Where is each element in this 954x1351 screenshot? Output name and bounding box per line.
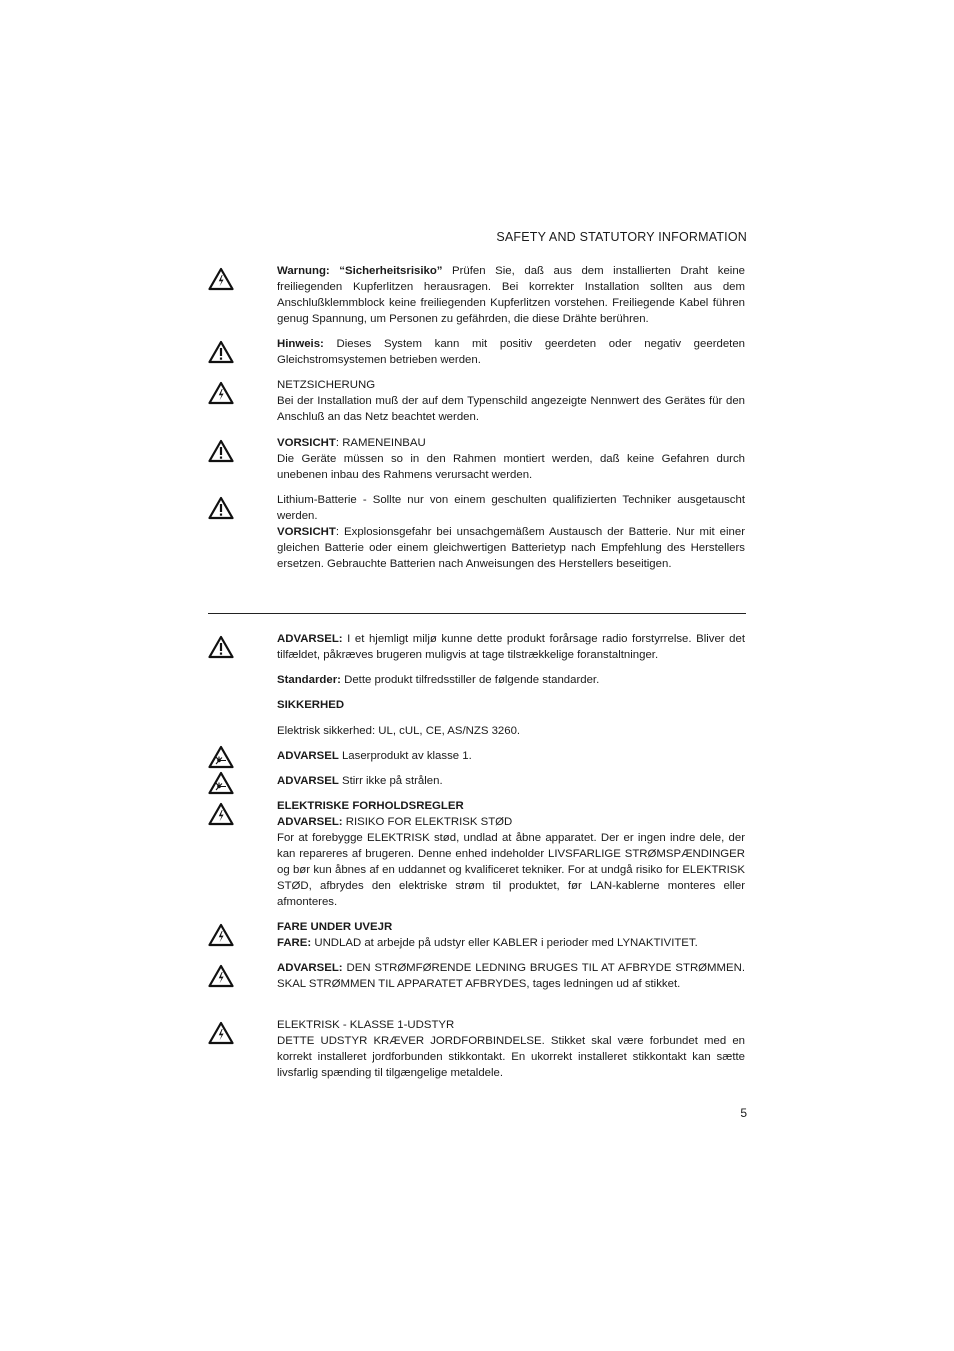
electric-shock-warning-icon	[208, 267, 234, 291]
caution-exclamation-icon	[208, 635, 234, 659]
electrical-safety-line: Elektrisk sikkerhed: UL, cUL, CE, AS/NZS 3260.	[277, 725, 521, 737]
electric-shock-warning-icon	[208, 964, 234, 988]
mains-fuse-block: NETZSICHERUNG Bei der Installation muß der auf dem Typenschild angezeigte Nennwert des Gerätes für den Anschluß an das Netz beachtet werden.	[277, 379, 745, 423]
do-not-stare-block: ADVARSEL Stirr ikke på strålen.	[277, 775, 443, 787]
page-number: 5	[740, 1106, 747, 1120]
class-1-equipment-block: ELEKTRISK - KLASSE 1-UDSTYR DETTE UDSTYR KRÆVER JORDFORBINDELSE. Stikket skal være forbundet med en korrekt installeret jordforbunden stikkontakt. En ukorrekt installeret stikkontakt kan sætte livsfarlig spænding til tilgængelige metaldele.	[277, 1019, 745, 1079]
electric-shock-warning-icon	[208, 1021, 234, 1045]
electric-shock-warning-icon	[208, 802, 234, 826]
warning-block-safety-risk: Warnung: “Sicherheitsrisiko” Prüfen Sie, daß aus dem installierten Draht keine freiliegenden Kupferlitzen herausragen. Bei korrekter Installation sollten aus dem Anschlußklemmblock keine freiliegenden Kupferlitzen vorstehen. Freiliegende Kabel führen genug Spannung, um Personen zu gefährden, die diese Drähte berühren.	[277, 265, 746, 325]
lightning-hazard-block: FARE UNDER UVEJR FARE: UNDLAD at arbejde på udstyr eller KABLER i perioder med LYNAKTIVITET.	[277, 921, 698, 949]
note-block-grounding: Hinweis: Dieses System kann mit positiv geerdeten oder negativ geerdeten Gleichstromsystemen betrieben werden.	[277, 338, 745, 366]
rack-mounting-block: VORSICHT: RAMENEINBAU Die Geräte müssen so in den Rahmen montiert werden, daß keine Gefahren durch unebenen inbau des Rahmens verursacht werden.	[277, 437, 745, 481]
radio-interference-block: ADVARSEL: I et hjemligt miljø kunne dette produkt forårsage radio forstyrrelse. Bliver det tilfældet, påkræves brugeren muligvis at tage tilstrækkelige foranstaltninger.	[277, 633, 745, 661]
caution-exclamation-icon	[208, 496, 234, 520]
standards-block: Standarder: Dette produkt tilfredsstiller de følgende standarder.	[277, 674, 600, 686]
warning-label: Warnung: “Sicherheitsrisiko”	[277, 265, 443, 277]
section-title: NETZSICHERUNG	[277, 379, 376, 391]
laser-product-block: ADVARSEL Laserprodukt av klasse 1.	[277, 750, 472, 762]
safety-heading: SIKKERHED	[277, 699, 345, 711]
section-divider	[208, 613, 746, 614]
power-cord-block: ADVARSEL: DEN STRØMFØRENDE LEDNING BRUGES TIL AT AFBRYDE STRØMMEN. SKAL STRØMMEN TIL APPARATET AFBRYDES, tages ledningen ud af stikket.	[277, 962, 745, 990]
electric-shock-warning-icon	[208, 923, 234, 947]
electrical-precautions-block: ELEKTRISKE FORHOLDSREGLER ADVARSEL: RISIKO FOR ELEKTRISK STØD For at forebygge ELEKTRISK stød, undlad at åbne apparatet. Der er ingen indre dele, der kan repareres af brugeren. Denne enhed indeholder LIVSFARLIGE STRØMSPÆNDINGER og bør kun åbnes af en uddannet og kvalificeret tekniker. For at undgå risiko for ELEKTRISK STØD, afbrydes den elektriske strøm til produktet, før LAN-kablerne monteres eller afmonteres.	[277, 800, 745, 908]
laser-warning-icon	[208, 745, 234, 769]
lithium-battery-block: Lithium-Batterie - Sollte nur von einem geschulten qualifizierten Techniker ausgetauscht werden. VORSICHT: Explosionsgefahr bei unsachgemäßem Austausch der Batterie. Nur mit einer gleichen Batterie oder einem gleichwertigen Batterietyp nach Empfehlung des Herstellers ersetzen. Gebrauchte Batterien nach Anweisungen des Herstellers beseitigen.	[277, 494, 745, 570]
caution-exclamation-icon	[208, 340, 234, 364]
electric-shock-warning-icon	[208, 381, 234, 405]
caution-exclamation-icon	[208, 439, 234, 463]
running-header: SAFETY AND STATUTORY INFORMATION	[496, 230, 747, 244]
laser-warning-icon	[208, 771, 234, 795]
